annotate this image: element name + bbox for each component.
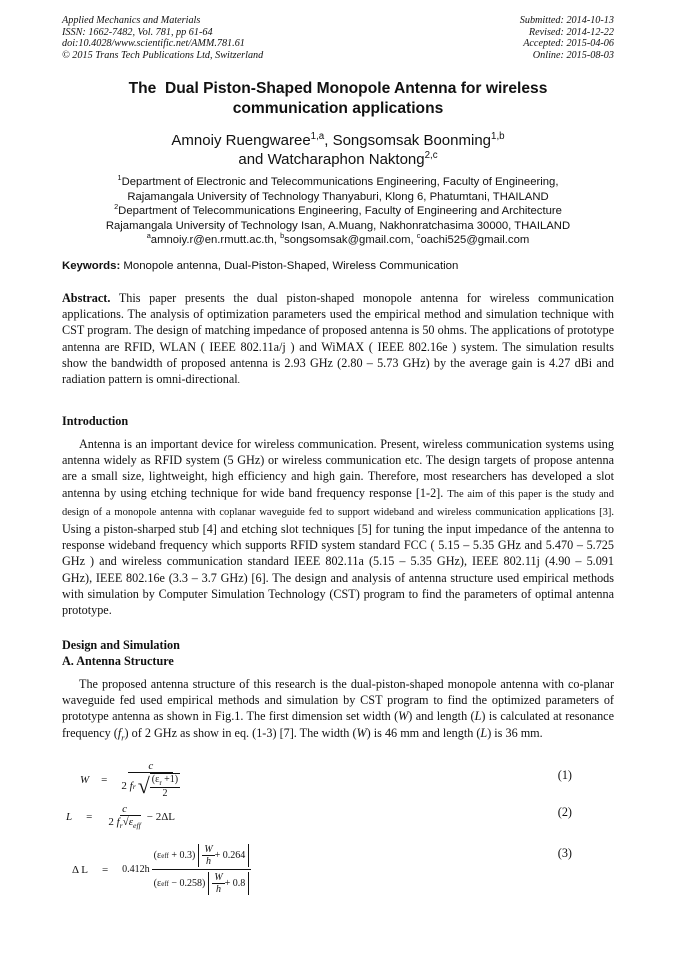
accepted-date: Accepted: 2015-04-06 <box>523 38 614 50</box>
keywords <box>62 260 614 272</box>
journal-doi: doi:10.4028/www.scientific.net/AMM.781.61 <box>62 38 245 50</box>
eq3-num-eps-sub: eff <box>161 851 169 860</box>
eq2-den-two: 2 <box>108 816 114 828</box>
equation-3 <box>72 844 251 895</box>
symbol-fr-sub: r <box>121 732 125 743</box>
eq3-lhs: Δ L <box>72 863 88 876</box>
eq3-den-h: h <box>216 884 221 895</box>
equation-3-number: (3) <box>557 846 572 860</box>
author-emails <box>62 233 614 248</box>
email-b-marker: b <box>280 231 285 241</box>
equation-1: W = c 2 f r √ $\frac{(\varepsilon_r +1)}{2}$ <box>80 760 179 799</box>
online-date: Online: 2015-08-03 <box>532 49 614 61</box>
affil-1-line-1: Department of Electronic and Telecommunications Engineering, Faculty of Engineering, <box>121 176 559 188</box>
eq2-den-f: f <box>116 816 120 828</box>
eq3-den-rest: − 0.258) <box>168 878 206 889</box>
title-line-2: communication applications <box>232 100 444 117</box>
eq3-coefficient: 0.412h <box>122 864 150 875</box>
abstract-label: Abstract. <box>62 291 111 305</box>
affil-1-line-2: Rajamangala University of Technology Thanyaburi, Klong 6, Phatumtani, THAILAND <box>127 190 549 203</box>
eq2-equals: = <box>86 810 93 823</box>
affil-2-marker: 2 <box>114 202 119 212</box>
design-text-3: ) is calculated at resonance frequency ( <box>62 709 614 740</box>
title-line-1: The Dual Piston-Shaped Monopole Antenna for wireless <box>128 80 548 97</box>
eq2-eps: ε <box>128 816 134 828</box>
journal-copyright: © 2015 Trans Tech Publications Ltd, Switzerland <box>62 49 264 61</box>
affil-1-marker: 1 <box>117 173 122 183</box>
symbol-l: L <box>474 709 482 724</box>
design-heading: Design and Simulation <box>62 638 180 652</box>
eq3-equals: = <box>101 863 109 876</box>
email-c-marker: c <box>416 231 421 241</box>
author-3-affil: 2,c <box>424 149 438 161</box>
eq1-inner-den: 2 <box>162 788 168 799</box>
author-and: and <box>238 150 268 168</box>
author-3: Watcharaphon Naktong <box>267 150 425 168</box>
author-2: Songsomsak Boonming <box>332 132 492 149</box>
eq3-den-const: + 0.8 <box>224 878 246 889</box>
equation-2: L = $\frac{c}{2 f_r√\varepsilon_{eff}}$ − 2ΔL <box>66 803 175 831</box>
author-list <box>62 132 614 169</box>
eq2-eps-sub: eff <box>133 821 141 831</box>
email-a[interactable]: amnoiy.r@en.rmutt.ac.th, <box>150 234 281 247</box>
abstract-end: . <box>237 375 240 386</box>
affil-2-line-2: Rajamangala University of Technology Isan, A.Muang, Nakhonratchasima 30000, THAILAND <box>105 219 571 232</box>
intro-text-2: Using a piston-sharped stub [4] and etching slot techniques [5] for tuning the input impedance of the antenna to response wideband frequency which supports RFID system standard FCC ( 5.15 – 5.35 GHz and 5.470 – 5.725 GHz ) and wireless communication standard IEEE 802.11a (5.15 – 5.35 GHz), IEEE 802.11j (4.90 – 5.091 GHz), IEEE 802.16e (3.3 – 3.7 GHz) [6]. The design and analysis of antenna structure used empirical methods with simulation by Computer Simulation Technology (CST) program to find the parameters of optimal antenna prototype. <box>62 522 614 618</box>
introduction-body <box>62 436 614 618</box>
eq1-lhs: W <box>80 773 90 786</box>
eq2-lhs: L <box>66 810 73 823</box>
intro-text-small: The aim of this paper is the study and design of a monopole antenna with coplanar waveguide fed to support wideband and wireless communication applications [3]. <box>62 488 614 518</box>
abstract-text: This paper presents the dual piston-shaped monopole antenna for wireless communication applications. The analysis of optimization parameters used the empirical method and simulation technique with CST program. The design of matching impedance of proposed antenna is 50 ohms. The applications of prototype antenna are RFID, WLAN ( IEEE 802.11a/j ) and WiMAX ( IEEE 802.16e ) system. The simulation results show the bandwidth of proposed antenna is 2.93 GHz (2.80 – 5.73 GHz) by the average gain is 4.27 dBi and radiation pattern is omni-directional <box>62 291 614 387</box>
eq3-num-const: + 0.264 <box>214 850 246 861</box>
design-text-6: ) is 36 mm. <box>487 725 543 740</box>
eq2-minus-term: − 2ΔL <box>146 810 175 823</box>
symbol-w-2: W <box>356 725 367 740</box>
journal-info <box>62 15 263 61</box>
abstract <box>62 290 614 388</box>
affiliations <box>62 175 614 248</box>
keywords-label: Keywords: <box>62 260 121 272</box>
symbol-l-2: L <box>480 725 488 740</box>
eq1-den-r: r <box>132 781 136 791</box>
revised-date: Revised: 2014-12-22 <box>528 26 614 38</box>
journal-issn: ISSN: 1662-7482, Vol. 781, pp 61-64 <box>62 26 213 38</box>
eq3-num-eps: (ε <box>153 850 162 861</box>
author-1: Amnoiy Ruengwaree <box>171 132 311 149</box>
submission-dates <box>520 15 614 61</box>
eq1-numerator: c <box>148 760 154 772</box>
intro-text-1: Antenna is an important device for wireless communication. Present, wireless communication systems using antenna widely as RFID system (5 GHz) or wireless communication etc. The design targets of propose antenna are a small size, lightweight, high efficiency and high gain. Therefore, most researchers has developed a slot antenna by using etching technique for wide band frequency response [1-2]. <box>62 437 614 500</box>
eq2-numerator: c <box>122 803 127 815</box>
email-c[interactable]: oachi525@gmail.com <box>420 234 530 247</box>
eq1-den-two: 2 <box>121 780 127 792</box>
keywords-text: Monopole antenna, Dual-Piston-Shaped, Wireless Communication <box>120 260 459 272</box>
eq1-den-f: f <box>129 780 133 792</box>
journal-name: Applied Mechanics and Materials <box>62 15 201 26</box>
design-text-4: ) of 2 GHz as show in eq. (1-3) [7]. The width ( <box>124 725 357 740</box>
eq1-inner-plus: +1) <box>161 774 179 785</box>
affil-2-line-1: Department of Telecommunications Engineering, Faculty of Engineering and Architecture <box>118 205 562 218</box>
design-text-1: The proposed antenna structure of this research is the dual-piston-shaped monopole antenna with co-planar waveguide fed used empirical methods and simulation by CST program to find the optimized parameters of prototype antenna as shown in Fig.1. The first dimension set width ( <box>62 677 614 724</box>
eq3-num-h: h <box>206 856 211 867</box>
eq3-den-eps-sub: eff <box>161 879 169 888</box>
eq3-den-w: W <box>214 872 223 883</box>
eq1-inner-eps: (ε <box>151 774 160 785</box>
eq3-den-eps: (ε <box>153 878 162 889</box>
paper-title <box>62 79 614 119</box>
email-a-marker: a <box>146 231 151 241</box>
symbol-fr: f <box>117 725 122 740</box>
author-separator: , <box>324 132 333 149</box>
eq2-den-r: r <box>119 821 123 831</box>
eq3-num-rest: + 0.3) <box>168 850 196 861</box>
eq1-inner-r: r <box>159 779 162 787</box>
design-body <box>62 676 614 745</box>
design-text-2: ) and length ( <box>408 709 475 724</box>
equation-2-number: (2) <box>557 805 572 819</box>
submitted-date: Submitted: 2014-10-13 <box>519 15 614 26</box>
introduction-heading: Introduction <box>62 414 129 428</box>
eq3-num-w: W <box>204 844 213 855</box>
email-b[interactable]: songsomsak@gmail.com, <box>284 234 417 247</box>
design-text-5: ) is 46 mm and length ( <box>366 725 481 740</box>
antenna-structure-heading: A. Antenna Structure <box>62 654 174 668</box>
author-2-affil: 1,b <box>491 131 505 142</box>
eq1-equals: = <box>101 773 108 786</box>
symbol-w: W <box>398 709 409 724</box>
author-1-affil: 1,a <box>310 131 325 142</box>
equation-1-number: (1) <box>557 768 572 782</box>
